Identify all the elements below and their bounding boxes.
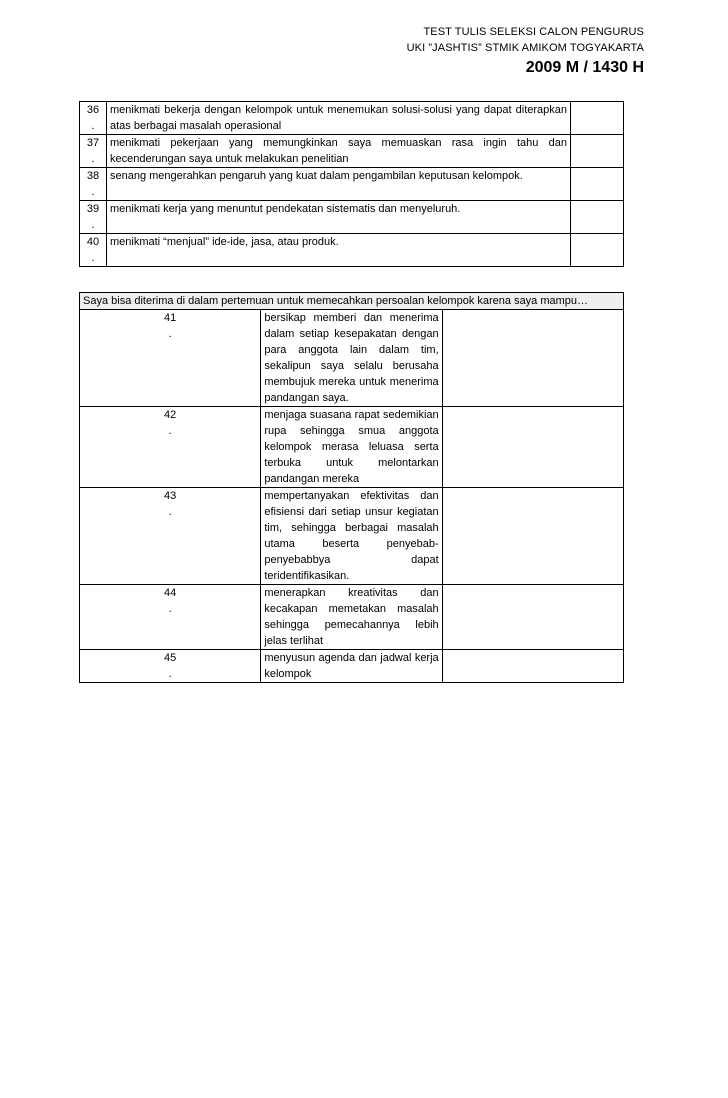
table-row [80, 650, 624, 683]
header-year-line: 2009 M / 1430 H [525, 59, 644, 76]
item-number: 36 . [80, 102, 107, 135]
item-number: 38 . [80, 168, 107, 201]
item-statement: mempertanyakan efektivitas dan efisiensi dari setiap unsur kegiatan tim, sehingga berbagai masalah utama beserta penyebab-penyebabbya dapat teridentifikasikan. [261, 488, 442, 585]
answer-cell[interactable] [442, 488, 623, 585]
answer-cell[interactable] [571, 201, 624, 234]
document-header [407, 24, 644, 79]
item-statement: menikmati bekerja dengan kelompok untuk menemukan solusi-solusi yang dapat diterapkan atas berbagai masalah operasional [107, 102, 571, 135]
table-row [80, 407, 624, 488]
table-row [80, 310, 624, 407]
table-row [80, 135, 624, 168]
answer-cell[interactable] [571, 102, 624, 135]
answer-cell[interactable] [571, 168, 624, 201]
item-statement: menerapkan kreativitas dan kecakapan memetakan masalah sehingga pemecahannya lebih jelas terlihat [261, 585, 442, 650]
item-statement: senang mengerahkan pengaruh yang kuat dalam pengambilan keputusan kelompok. [107, 168, 571, 201]
table-row [80, 102, 624, 135]
item-statement: menikmati pekerjaan yang memungkinkan saya memuaskan rasa ingin tahu dan kecenderungan saya untuk melakukan penelitian [107, 135, 571, 168]
table-row [80, 488, 624, 585]
item-statement: bersikap memberi dan menerima dalam setiap kesepakatan dengan para anggota lain dalam tim, sekalipun saya selalu berusaha membujuk mereka untuk menerima pandangan saya. [261, 310, 442, 407]
answer-cell[interactable] [442, 585, 623, 650]
table-intro-row [80, 293, 624, 310]
item-statement: menyusun agenda dan jadwal kerja kelompok [261, 650, 442, 683]
item-number: 37 . [80, 135, 107, 168]
item-number: 40 . [80, 234, 107, 267]
item-number: 45 . [80, 650, 261, 683]
questionnaire-table-2 [79, 292, 624, 683]
table-row [80, 585, 624, 650]
section-intro: Saya bisa diterima di dalam pertemuan untuk memecahkan persoalan kelompok karena saya mampu… [80, 293, 624, 310]
header-organization-line: UKI ”JASHTIS” STMIK AMIKOM TOGYAKARTA [406, 42, 644, 54]
item-number: 42 . [80, 407, 261, 488]
answer-cell[interactable] [571, 234, 624, 267]
table-row [80, 168, 624, 201]
header-title-line: TEST TULIS SELEKSI CALON PENGURUS [423, 26, 644, 38]
item-statement: menjaga suasana rapat sedemikian rupa sehingga smua anggota kelompok merasa leluasa serta terbuka untuk melontarkan pandangan mereka [261, 407, 442, 488]
answer-cell[interactable] [442, 407, 623, 488]
answer-cell[interactable] [442, 310, 623, 407]
item-number: 39 . [80, 201, 107, 234]
item-number: 43 . [80, 488, 261, 585]
item-number: 44 . [80, 585, 261, 650]
answer-cell[interactable] [571, 135, 624, 168]
answer-cell[interactable] [442, 650, 623, 683]
item-number: 41 . [80, 310, 261, 407]
table-row [80, 234, 624, 267]
item-statement: menikmati “menjual” ide-ide, jasa, atau produk. [107, 234, 571, 267]
table-row [80, 201, 624, 234]
questionnaire-table-1 [79, 101, 624, 267]
item-statement: menikmati kerja yang menuntut pendekatan sistematis dan menyeluruh. [107, 201, 571, 234]
